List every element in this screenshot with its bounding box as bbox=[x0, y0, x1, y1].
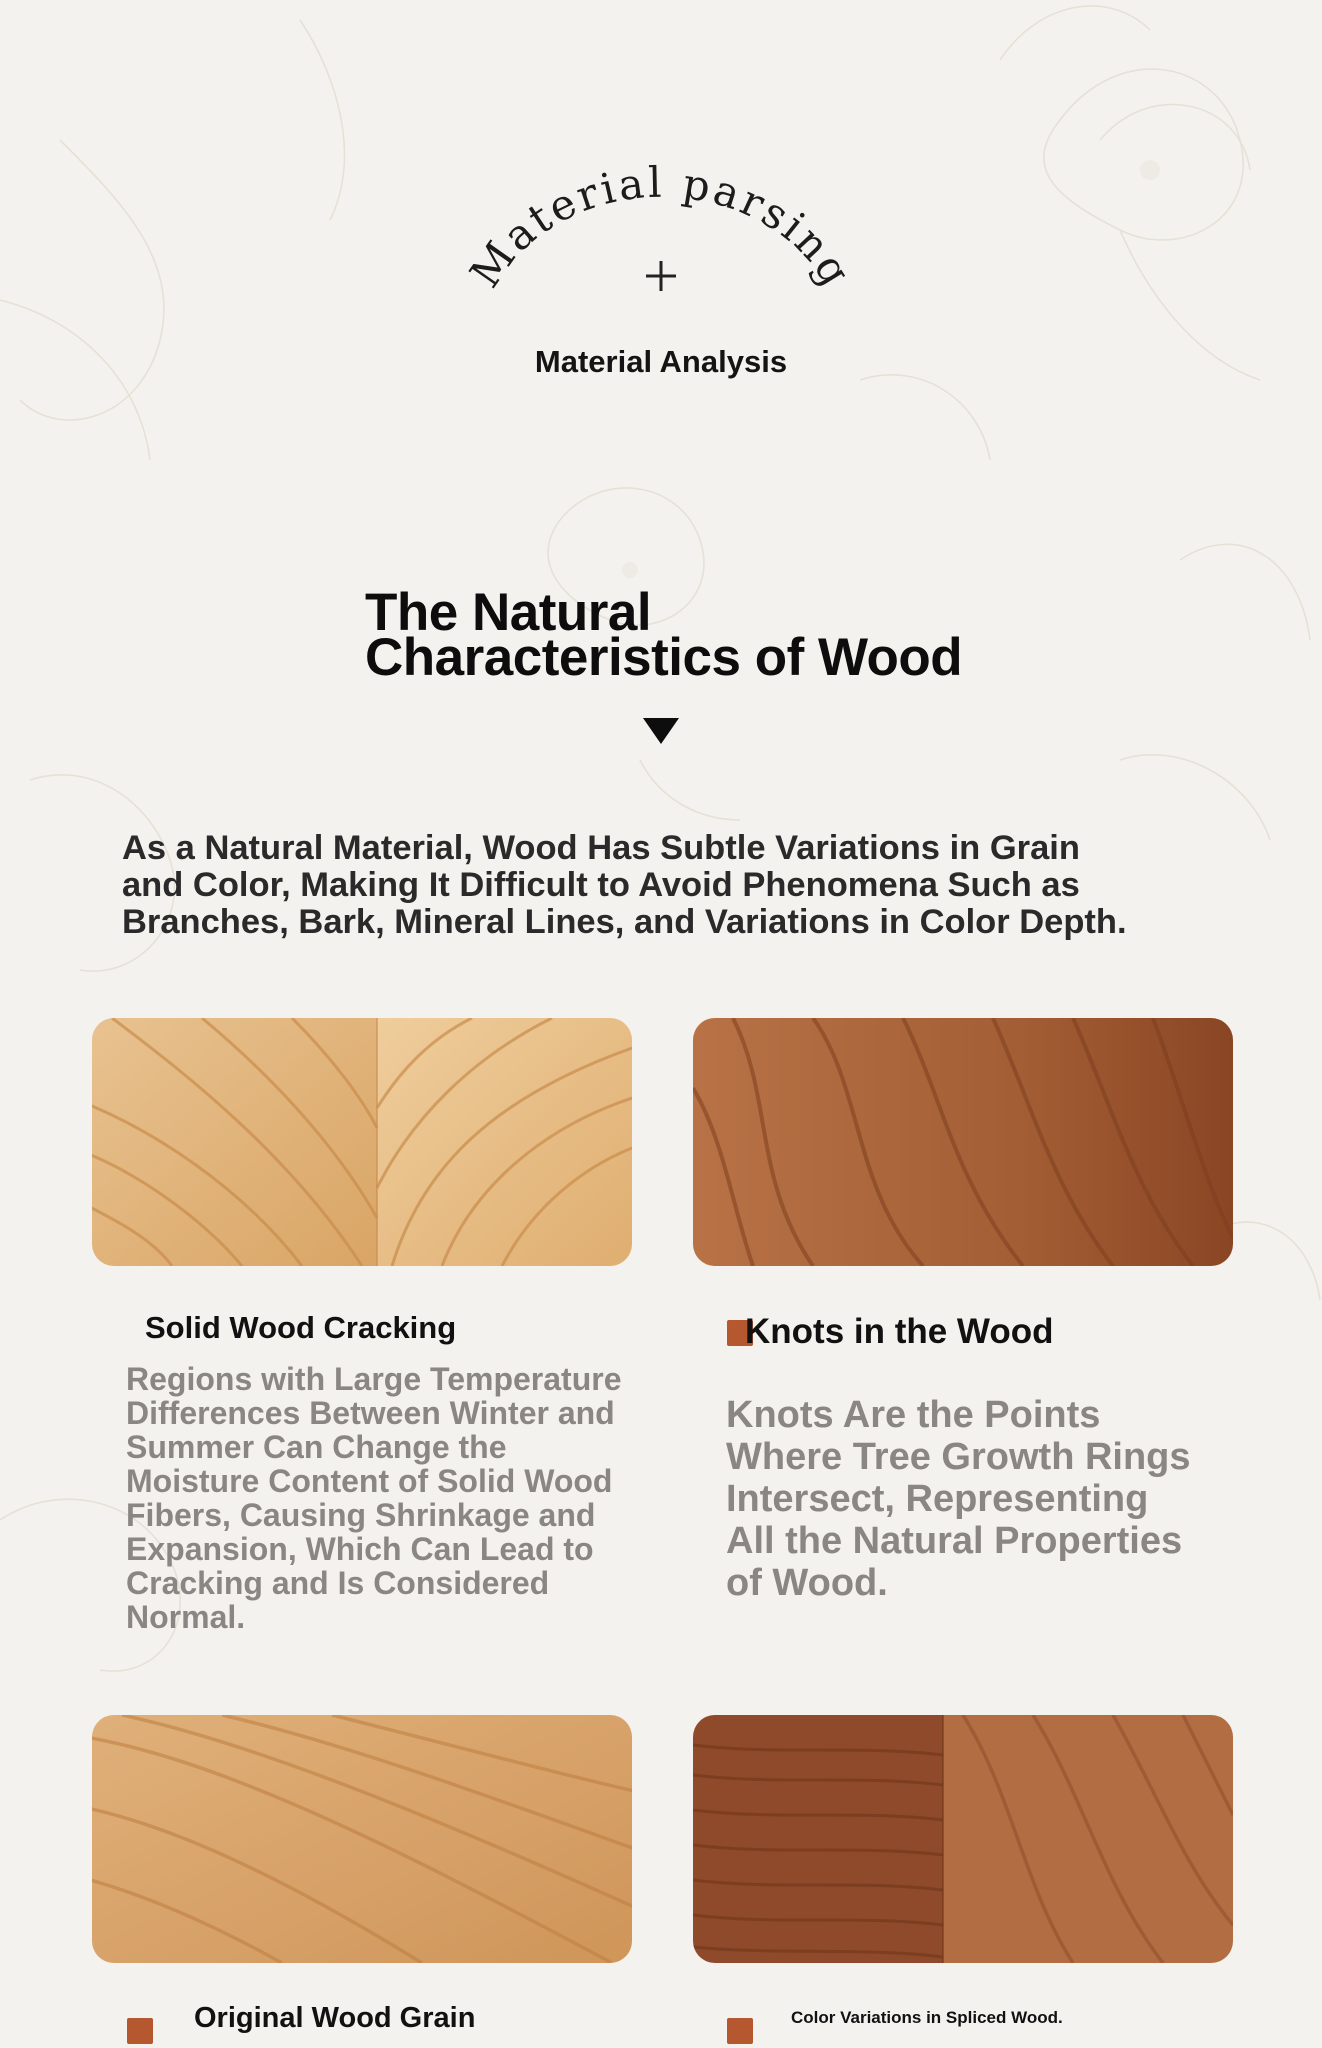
card-title-cracking: Solid Wood Cracking bbox=[145, 1310, 457, 1345]
square-marker-icon bbox=[127, 2018, 153, 2044]
card-title-grain: Original Wood Grain bbox=[194, 2002, 476, 2034]
body-line: Differences Between Winter and bbox=[126, 1395, 615, 1431]
body-line: All the Natural Properties bbox=[726, 1520, 1183, 1562]
body-line: Intersect, Representing bbox=[726, 1478, 1149, 1520]
section-title-line-1: The Natural bbox=[365, 583, 652, 642]
plus-icon bbox=[643, 258, 679, 294]
wood-image-cracking bbox=[92, 1018, 632, 1266]
body-line: Knots Are the Points bbox=[726, 1394, 1101, 1436]
intro-paragraph bbox=[122, 830, 1202, 941]
subtitle: Material Analysis bbox=[534, 344, 788, 379]
body-line: Expansion, Which Can Lead to bbox=[126, 1531, 594, 1567]
intro-line-1: As a Natural Material, Wood Has Subtle Variations in Grain bbox=[122, 829, 1080, 867]
arc-title-text: Material parsing bbox=[460, 157, 863, 297]
body-line: Regions with Large Temperature bbox=[126, 1361, 622, 1397]
square-marker-icon bbox=[727, 2018, 753, 2044]
body-line: Normal. bbox=[126, 1599, 246, 1635]
wood-image-spliced bbox=[693, 1715, 1233, 1963]
body-line: Summer Can Change the bbox=[126, 1429, 507, 1465]
intro-line-3: Branches, Bark, Mineral Lines, and Variations in Color Depth. bbox=[122, 903, 1127, 941]
arc-title bbox=[440, 150, 882, 330]
body-line: of Wood. bbox=[726, 1562, 888, 1604]
card-title-spliced: Color Variations in Spliced Wood. bbox=[791, 2008, 1063, 2027]
intro-line-2: and Color, Making It Difficult to Avoid Phenomena Such as bbox=[122, 866, 1080, 904]
body-line: Fibers, Causing Shrinkage and bbox=[126, 1497, 596, 1533]
body-line: Cracking and Is Considered bbox=[126, 1565, 550, 1601]
wood-image-grain bbox=[92, 1715, 632, 1963]
card-title-knots: Knots in the Wood bbox=[745, 1312, 1054, 1351]
card-body-cracking bbox=[126, 1362, 622, 1634]
section-title bbox=[365, 583, 1005, 687]
down-triangle-icon bbox=[642, 716, 680, 746]
wood-image-knots bbox=[693, 1018, 1233, 1266]
section-title-line-2: Characteristics of Wood bbox=[365, 628, 963, 687]
body-line: Where Tree Growth Rings bbox=[726, 1436, 1191, 1478]
card-body-knots bbox=[726, 1394, 1191, 1604]
body-line: Moisture Content of Solid Wood bbox=[126, 1463, 613, 1499]
